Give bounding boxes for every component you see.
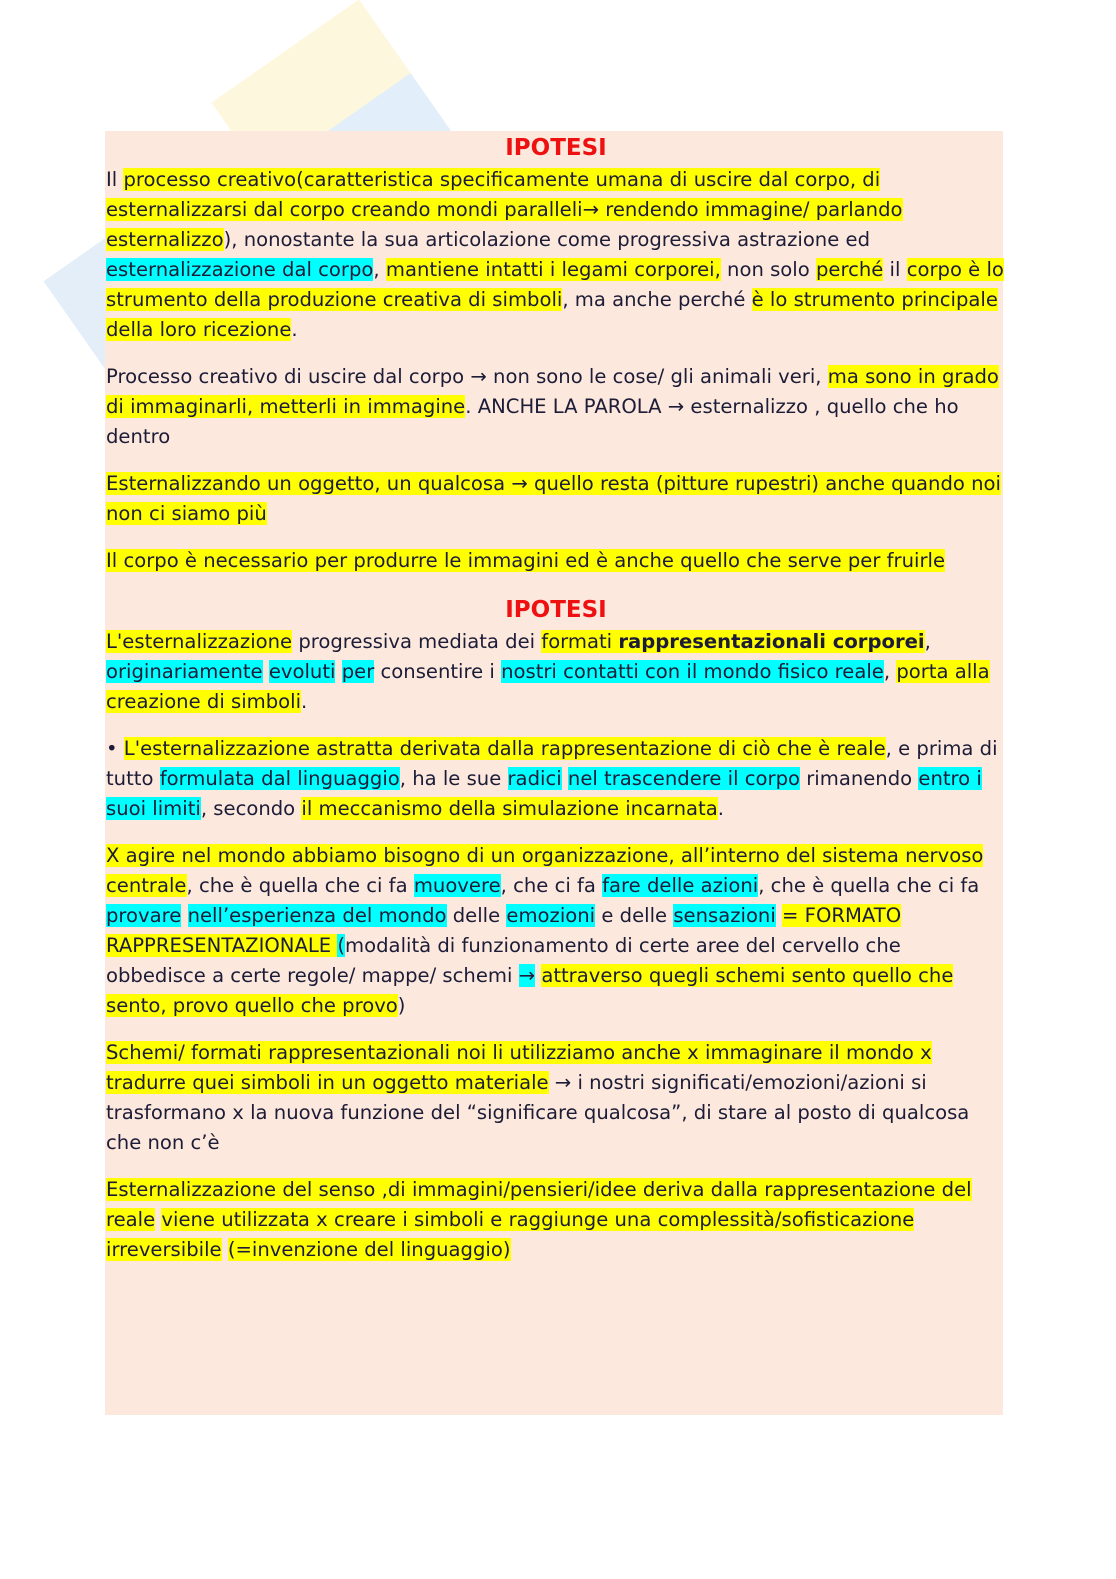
- cyan-highlight-text: nel trascendere il corpo: [567, 767, 801, 790]
- text-run: , che è quella che ci fa: [758, 874, 980, 897]
- text-run: ,: [924, 630, 931, 653]
- text-run: e delle: [595, 904, 674, 927]
- text-run: [335, 660, 341, 683]
- cyan-highlight-text: muovere: [413, 874, 501, 897]
- text-run: , che ci fa: [500, 874, 603, 897]
- text-run: , che è quella che ci fa: [186, 874, 414, 897]
- yellow-highlight-text: mantiene intatti i legami corporei,: [385, 258, 721, 281]
- text-run: , secondo: [200, 797, 302, 820]
- paragraph: [106, 627, 1006, 717]
- paragraph: [106, 469, 1006, 529]
- yellow-highlight-text: ma sono in grado di immaginarli, metterli in immagine: [106, 365, 999, 418]
- text-run: ,: [373, 258, 386, 281]
- cyan-highlight-text: radici: [507, 767, 562, 790]
- paragraph: [106, 1038, 1006, 1158]
- cyan-highlight-text: →: [518, 964, 536, 987]
- cyan-highlight-text: evoluti: [268, 660, 336, 683]
- cyan-highlight-text: formulata dal linguaggio: [159, 767, 400, 790]
- text-run: .: [301, 690, 308, 713]
- text-run: modalità di funzionamento di certe aree del cervello che obbedisce a certe regole/ mappe/ schemi: [106, 934, 901, 987]
- text-run: Processo creativo di uscire dal corpo → non sono le cose/ gli animali veri,: [106, 365, 828, 388]
- yellow-highlight-text: X agire nel mondo abbiamo bisogno di un organizzazione, all’interno del sistema nervoso centrale: [106, 844, 984, 897]
- yellow-highlight-text: Schemi/ formati rappresentazionali noi li utilizziamo anche x immaginare il mondo x tradurre quei simboli in un oggetto materiale: [106, 1041, 932, 1094]
- yellow-highlight-text: L'esternalizzazione astratta derivata dalla rappresentazione di ciò che è reale: [123, 737, 886, 760]
- cyan-highlight-text: originariamente: [106, 660, 263, 683]
- paragraph: [106, 165, 1006, 345]
- cyan-highlight-text: fare delle azioni: [602, 874, 759, 897]
- text-run: . ANCHE LA PAROLA → esternalizzo , quello che ho dentro: [106, 395, 959, 448]
- yellow-highlight-text: viene utilizzata x creare i simboli e raggiunge una complessità/sofisticazione irreversibile: [106, 1208, 915, 1261]
- yellow-highlight-text: porta alla creazione di simboli: [106, 660, 990, 713]
- yellow-highlight-text: Esternalizzando un oggetto, un qualcosa → quello resta (pitture rupestri) anche quando noi non ci siamo più: [106, 472, 1001, 525]
- text-run: progressiva mediata dei: [292, 630, 542, 653]
- text-run: Il: [106, 168, 124, 191]
- cyan-highlight-text: esternalizzazione dal corpo: [106, 258, 374, 281]
- yellow-highlight-text: (caratteristica specificamente umana di uscire dal corpo, di esternalizzarsi dal corpo creando mondi paralleli→ rendendo immagine/ parlando esternalizzo: [106, 168, 903, 251]
- cyan-highlight-text: (: [337, 934, 346, 957]
- text-run: ,: [883, 660, 897, 683]
- cyan-highlight-text: emozioni: [506, 904, 596, 927]
- yellow-highlight-text: Esternalizzazione del senso ,di immagini/pensieri/idee deriva dalla rappresentazione del reale: [106, 1178, 972, 1231]
- cyan-highlight-text: per: [341, 660, 375, 683]
- text-run: ): [397, 994, 406, 1017]
- text-run: , ha le sue: [399, 767, 508, 790]
- cyan-highlight-text: nostri contatti con il mondo fisico reale: [501, 660, 884, 683]
- text-run: consentire i: [374, 660, 502, 683]
- yellow-highlight-text: formati: [541, 630, 619, 653]
- paragraph: [106, 362, 1006, 452]
- paragraph: [106, 546, 1006, 576]
- yellow-highlight-text: attraverso quegli schemi sento quello che sento, provo quello che provo: [106, 964, 954, 1017]
- yellow-highlight-text: il meccanismo della simulazione incarnata: [301, 797, 718, 820]
- cyan-highlight-text: nell’esperienza del mondo: [187, 904, 447, 927]
- text-run: rimanendo: [800, 767, 919, 790]
- text-run: .: [291, 318, 298, 341]
- text-run: [222, 1238, 228, 1261]
- text-run: •: [106, 737, 124, 760]
- yellow-highlight-text: L'esternalizzazione: [106, 630, 293, 653]
- text-run: → i nostri significati/emozioni/azioni si trasformano x la nuova funzione del “significare qualcosa”, di stare al posto di qualcosa che non c’è: [106, 1071, 970, 1154]
- text-run: il: [883, 258, 907, 281]
- text-run: [181, 904, 187, 927]
- cyan-highlight-text: provare: [106, 904, 182, 927]
- yellow-highlight-text: corpo è lo strumento della produzione creativa di simboli: [106, 258, 1004, 311]
- yellow-highlight-text: (=invenzione del linguaggio): [227, 1238, 511, 1261]
- text-run: .: [717, 797, 724, 820]
- paragraph: [106, 1175, 1006, 1265]
- paragraph: [106, 841, 1006, 1021]
- text-run: , ma anche perché: [562, 288, 752, 311]
- yellow-highlight-text: perché: [815, 258, 884, 281]
- notes-content: [106, 131, 1006, 1282]
- text-run: , e prima di tutto: [106, 737, 998, 790]
- text-run: delle: [446, 904, 507, 927]
- section-heading: IPOTESI: [505, 135, 607, 161]
- text-run: ), nonostante la sua articolazione come progressiva astrazione ed: [223, 228, 871, 251]
- text-run: [562, 767, 568, 790]
- yellow-highlight-text: Il corpo è necessario per produrre le immagini ed è anche quello che serve per fruirle: [106, 549, 946, 572]
- cyan-highlight-text: sensazioni: [673, 904, 776, 927]
- text-run: non solo: [720, 258, 816, 281]
- cyan-highlight-text: entro i suoi limiti: [106, 767, 982, 820]
- yellow-highlight-text: processo creativo: [123, 168, 297, 191]
- paragraph: [106, 734, 1006, 824]
- yellow-highlight-text: rappresentazionali corporei: [618, 630, 925, 653]
- text-run: [263, 660, 269, 683]
- yellow-highlight-text: = FORMATO RAPPRESENTAZIONALE: [106, 904, 902, 957]
- section-heading: IPOTESI: [505, 597, 607, 623]
- yellow-highlight-text: è lo strumento principale della loro ricezione: [106, 288, 998, 341]
